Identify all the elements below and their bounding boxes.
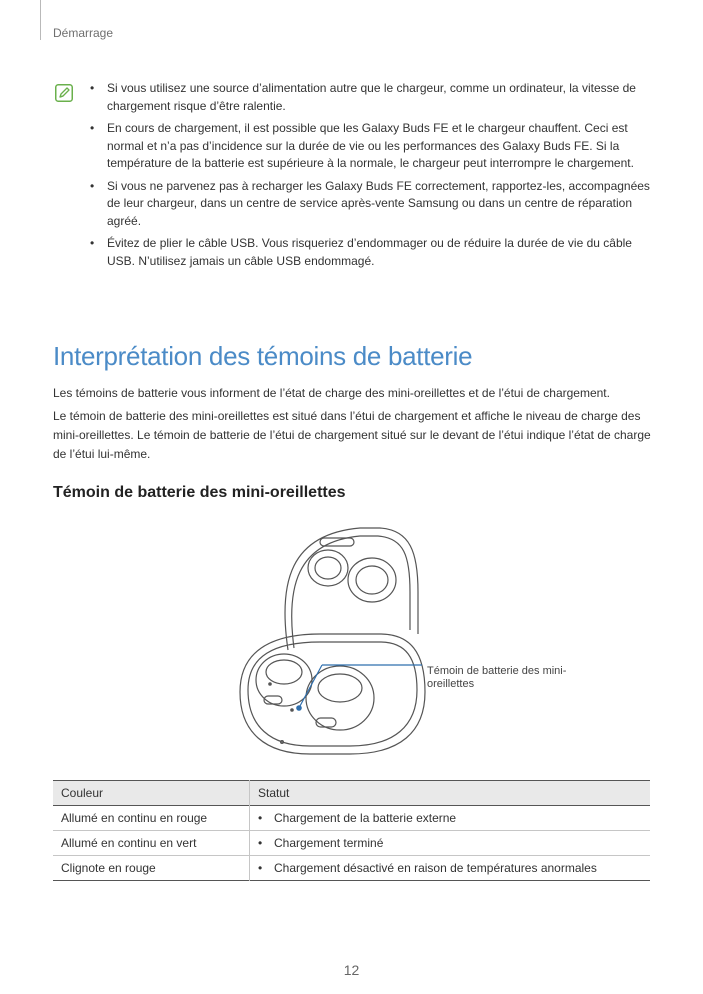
- detail-paragraph: Le témoin de batterie des mini-oreillettes est situé dans l’étui de chargement et affiche le niveau de charge des mini-oreillettes. Le témoin de batterie de l’étui de chargement situé sur le devant de l’étui indique l’état de charge de l’étui lui-même.: [53, 409, 651, 461]
- note-item-text: En cours de chargement, il est possible que les Galaxy Buds FE et le chargeur chauffent. Ceci est normal et n’a pas d’incidence sur la durée de vie ou les performances des Galaxy Buds FE. Si la température de la batterie est supérieure à la normale, le chargeur peut interrompre le chargement.: [107, 121, 634, 170]
- column-header-color: Couleur: [53, 781, 250, 806]
- cell-color: Allumé en continu en vert: [53, 831, 250, 856]
- column-header-status: Statut: [258, 786, 290, 800]
- note-item-text: Évitez de plier le câble USB. Vous risqueriez d’endommager ou de réduire la durée de vie du câble USB. N’utilisez jamais un câble USB endommagé.: [107, 236, 632, 268]
- lid-recess-left: [308, 550, 348, 586]
- callout-label: Témoin de batterie des mini-oreillettes: [427, 665, 567, 690]
- earbuds-case-illustration: [230, 522, 650, 772]
- cell-color: Allumé en continu en rouge: [53, 806, 250, 831]
- page-number: 12: [343, 962, 360, 978]
- cell-status-text: Chargement désactivé en raison de températures anormales: [274, 861, 597, 875]
- note-pencil-icon: [55, 84, 73, 102]
- table-row: [53, 806, 650, 831]
- battery-indicator-dot: [296, 705, 302, 711]
- cell-status: • Chargement terminé: [258, 836, 384, 850]
- intro-paragraph: Les témoins de batterie vous informent de l’état de charge des mini-oreillettes et de l’étui de chargement.: [53, 386, 610, 400]
- note-item-text: Si vous ne parvenez pas à recharger les Galaxy Buds FE correctement, rapportez-les, accompagnées de leur chargeur, dans un centre de service après-vente Samsung ou dans un centre de réparation agréé.: [107, 178, 650, 228]
- note-item: • En cours de chargement, il est possible que les Galaxy Buds FE et le chargeur chauffent. Ceci est normal et n’a pas d’incidence sur la durée de vie ou les performances des Galaxy Buds FE. Si la température de la batterie est supérieure à la normale, le chargeur peut interrompre le chargement.: [90, 121, 634, 170]
- lid-recess-right: [348, 558, 396, 602]
- note-item: • Si vous utilisez une source d’alimentation autre que le chargeur, comme un ordinateur, la vitesse de chargement risque d’être ralentie.: [90, 81, 636, 113]
- running-header: Démarrage: [53, 26, 114, 40]
- subsection-title: Témoin de batterie des mini-oreillettes: [53, 484, 346, 501]
- table-row: [53, 831, 650, 856]
- note-item: • Évitez de plier le câble USB. Vous risqueriez d’endommager ou de réduire la durée de vie du câble USB. N’utilisez jamais un câble USB endommagé.: [90, 236, 632, 268]
- note-item-text: Si vous utilisez une source d’alimentation autre que le chargeur, comme un ordinateur, la vitesse de chargement risque d’être ralentie.: [107, 81, 636, 113]
- status-table: [53, 780, 650, 881]
- note-list: [90, 80, 650, 275]
- cell-status: • Chargement de la batterie externe: [258, 811, 457, 825]
- table-row: [53, 856, 650, 881]
- cell-status: • Chargement désactivé en raison de températures anormales: [258, 861, 597, 875]
- table-header-row: [53, 781, 650, 806]
- note-item: • Si vous ne parvenez pas à recharger les Galaxy Buds FE correctement, rapportez-les, accompagnées de leur chargeur, dans un centre de service après-vente Samsung ou dans un centre de réparation agréé.: [90, 178, 650, 228]
- cell-color: Clignote en rouge: [53, 856, 250, 881]
- section-title: Interprétation des témoins de batterie: [53, 341, 473, 371]
- cell-status-text: Chargement de la batterie externe: [274, 811, 457, 825]
- cell-status-text: Chargement terminé: [274, 836, 384, 850]
- margin-rule: [40, 0, 41, 40]
